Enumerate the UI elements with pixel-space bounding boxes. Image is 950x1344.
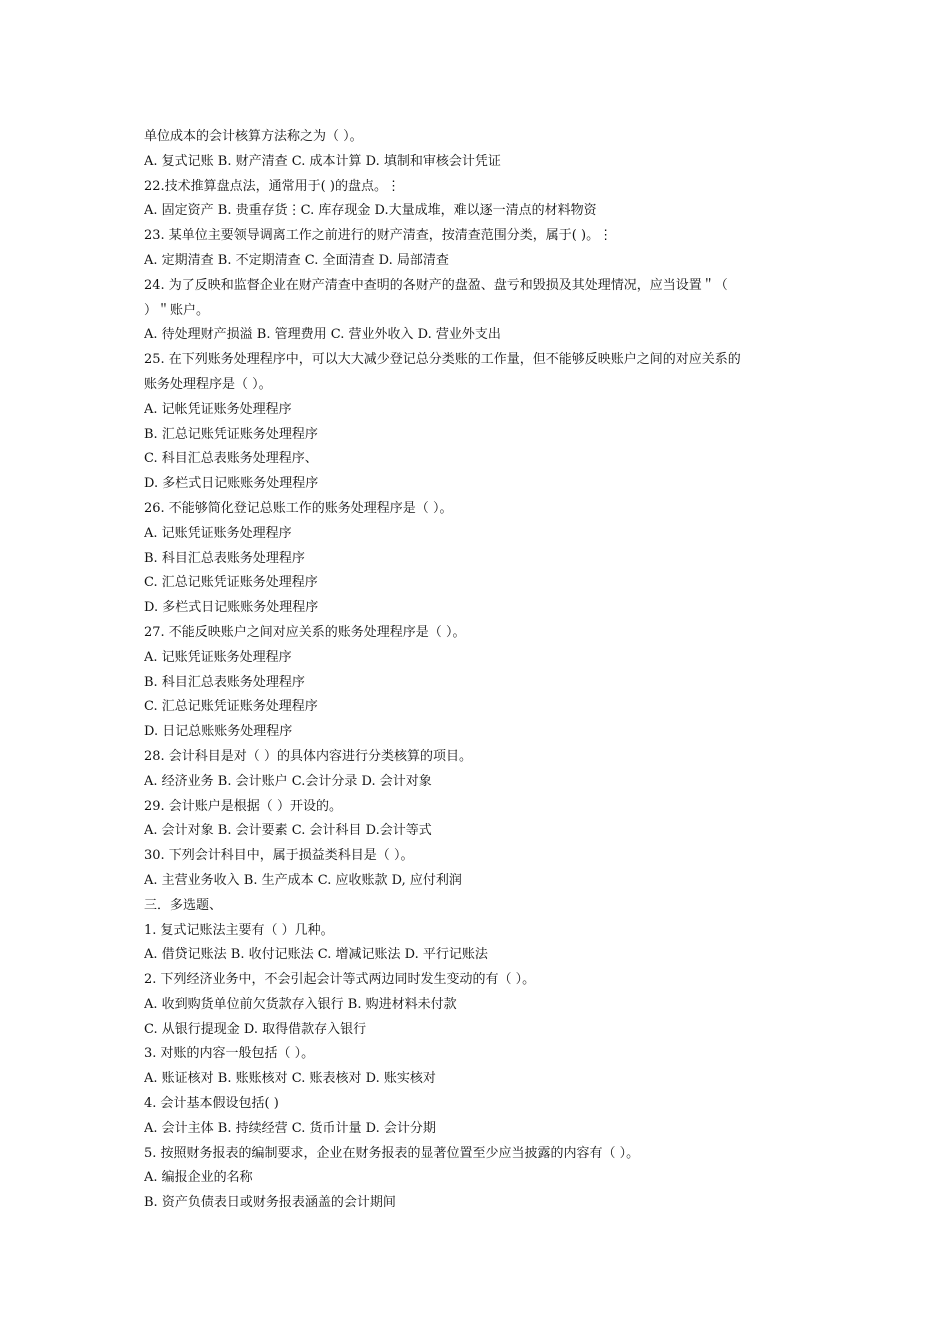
answer-options: A. 经济业务 B. 会计账户 C.会计分录 D. 会计对象 xyxy=(144,773,432,789)
answer-option: D. 多栏式日记账账务处理程序 xyxy=(144,600,319,616)
answer-options: A. 收到购货单位前欠货款存入银行 B. 购进材料未付款 xyxy=(144,996,457,1012)
answer-option: A. 编报企业的名称 xyxy=(144,1170,253,1186)
question-23: 23. 某单位主要领导调离工作之前进行的财产清查，按清查范围分类，属于( )。⋮ xyxy=(144,228,613,244)
question-25-continued: 账务处理程序是（ ）。 xyxy=(144,376,272,392)
multi-question-2: 2. 下列经济业务中，不会引起会计等式两边同时发生变动的有（ ）。 xyxy=(144,972,536,988)
document-body xyxy=(144,125,814,1216)
answer-option: B. 汇总记账凭证账务处理程序 xyxy=(144,426,318,442)
answer-option: B. 科目汇总表账务处理程序 xyxy=(144,674,305,690)
answer-option: A. 记账凭证账务处理程序 xyxy=(144,525,292,541)
question-30: 30. 下列会计科目中，属于损益类科目是（ ）。 xyxy=(144,848,414,864)
question-29: 29. 会计账户是根据（ ）开设的。 xyxy=(144,798,342,814)
answer-option: B. 资产负债表日或财务报表涵盖的会计期间 xyxy=(144,1195,396,1211)
answer-option: A. 记帐凭证账务处理程序 xyxy=(144,401,292,417)
question-28: 28. 会计科目是对（ ）的具体内容进行分类核算的项目。 xyxy=(144,748,472,764)
answer-option: C. 科目汇总表账务处理程序、 xyxy=(144,451,318,467)
answer-options: A. 固定资产 B. 贵重存货⋮C. 库存现金 D.大量成堆，难以逐一清点的材料物资 xyxy=(144,203,597,219)
multi-question-4: 4. 会计基本假设包括( ) xyxy=(144,1096,279,1112)
question-22: 22.技术推算盘点法，通常用于( )的盘点。⋮ xyxy=(144,178,400,194)
multi-question-3: 3. 对账的内容一般包括（ ）。 xyxy=(144,1046,315,1062)
text-line: 单位成本的会计核算方法称之为（ ）。 xyxy=(144,129,363,144)
section-heading: 三．多选题、 xyxy=(144,897,223,913)
answer-option: D. 多栏式日记账账务处理程序 xyxy=(144,476,319,492)
answer-options: A. 会计对象 B. 会计要素 C. 会计科目 D.会计等式 xyxy=(144,823,432,839)
answer-option: C. 汇总记账凭证账务处理程序 xyxy=(144,699,318,715)
answer-option: A. 记账凭证账务处理程序 xyxy=(144,649,292,665)
answer-options: A. 会计主体 B. 持续经营 C. 货币计量 D. 会计分期 xyxy=(144,1120,436,1136)
question-26: 26. 不能够简化登记总账工作的账务处理程序是（ ）。 xyxy=(144,500,453,516)
answer-options: A. 账证核对 B. 账账核对 C. 账表核对 D. 账实核对 xyxy=(144,1071,436,1087)
question-24: 24. 为了反映和监督企业在财产清查中查明的各财产的盘盈、盘亏和毁损及其处理情况，应当设置＂（ xyxy=(144,277,728,293)
answer-options: A. 待处理财产损溢 B. 管理费用 C. 营业外收入 D. 营业外支出 xyxy=(144,327,501,343)
question-25: 25. 在下列账务处理程序中，可以大大减少登记总分类账的工作量，但不能够反映账户之间的对应关系的 xyxy=(144,352,741,368)
multi-question-1: 1. 复式记账法主要有（ ）几种。 xyxy=(144,922,334,938)
answer-options: A. 主营业务收入 B. 生产成本 C. 应收账款 D, 应付利润 xyxy=(144,872,462,888)
answer-option: D. 日记总账账务处理程序 xyxy=(144,724,293,740)
multi-question-5: 5. 按照财务报表的编制要求，企业在财务报表的显著位置至少应当披露的内容有（ ）。 xyxy=(144,1145,640,1161)
answer-option: B. 科目汇总表账务处理程序 xyxy=(144,550,305,566)
answer-option: C. 汇总记账凭证账务处理程序 xyxy=(144,575,318,591)
question-27: 27. 不能反映账户之间对应关系的账务处理程序是（ ）。 xyxy=(144,624,466,640)
answer-options: A. 复式记账 B. 财产清查 C. 成本计算 D. 填制和审核会计凭证 xyxy=(144,153,501,169)
answer-options: A. 定期清查 B. 不定期清查 C. 全面清查 D. 局部清查 xyxy=(144,252,449,268)
question-24-continued: ）＂账户。 xyxy=(144,302,210,318)
answer-options: A. 借贷记账法 B. 收付记账法 C. 增减记账法 D. 平行记账法 xyxy=(144,947,488,963)
answer-options: C. 从银行提现金 D. 取得借款存入银行 xyxy=(144,1021,367,1037)
